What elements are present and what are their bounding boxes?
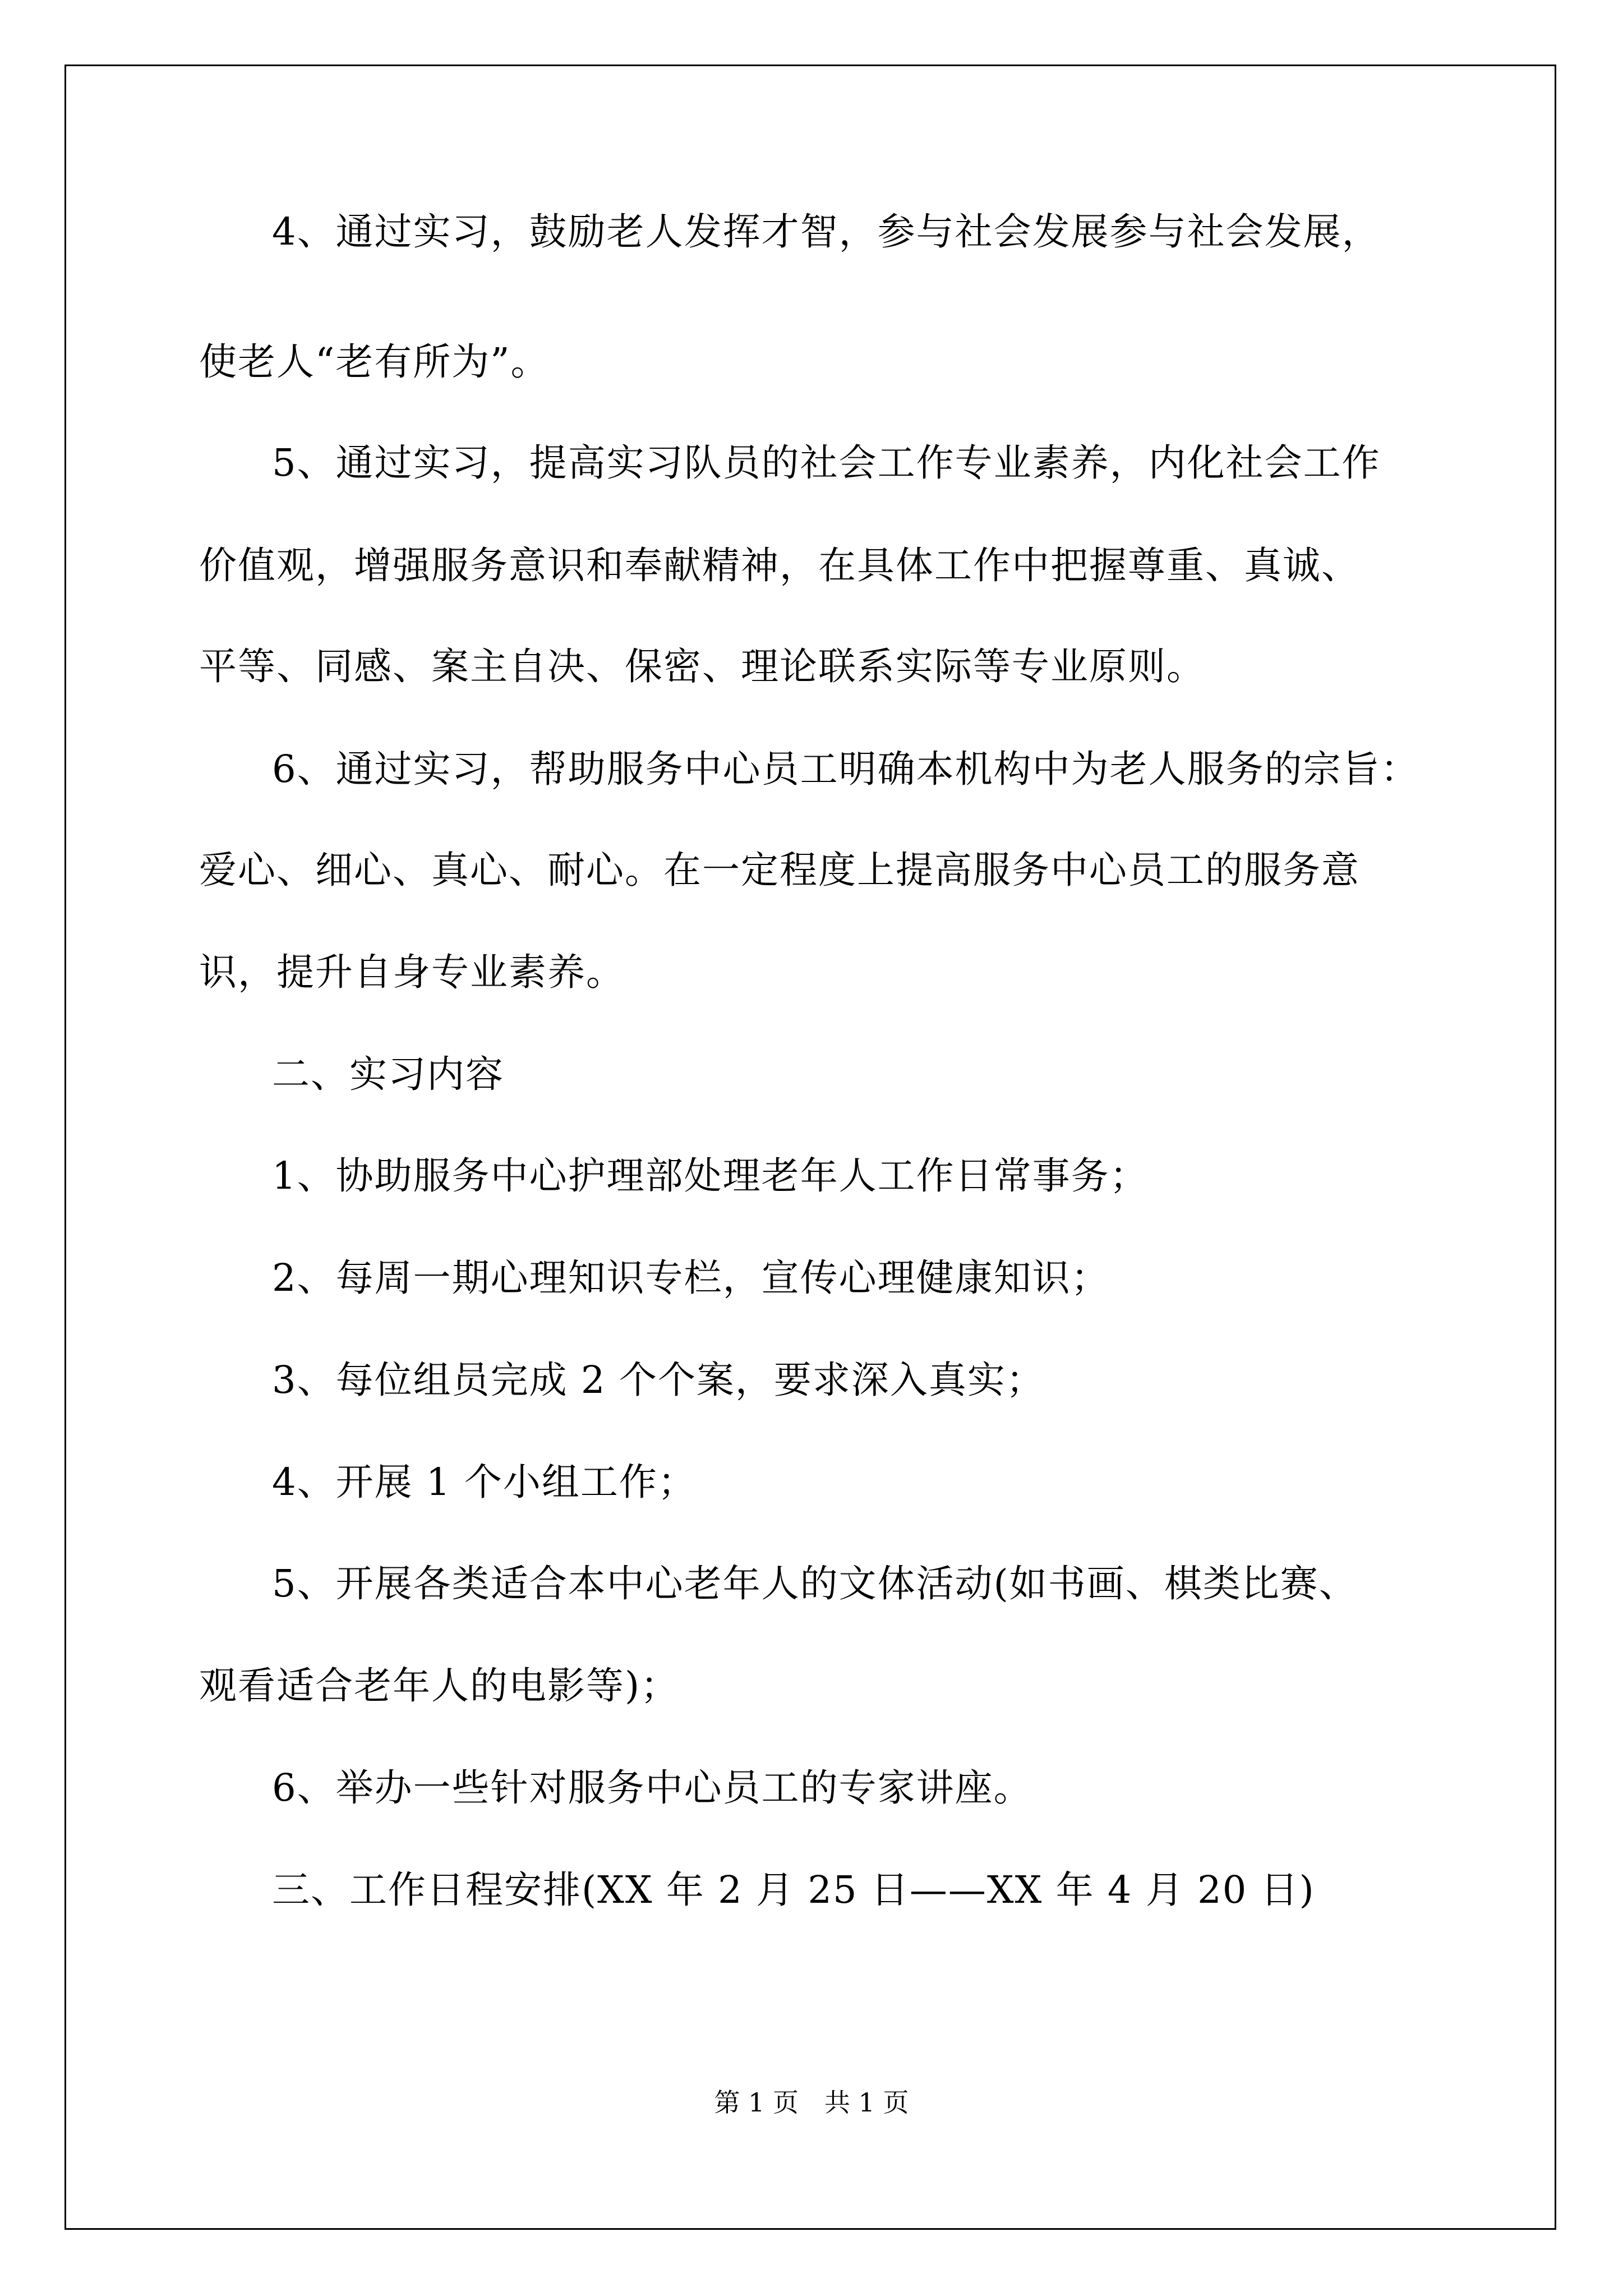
section-heading: 二、实习内容 <box>272 1052 504 1096</box>
paragraph-line: 平等、同感、案主自决、保密、理论联系实际等专业原则。 <box>199 645 1205 688</box>
section-heading: 三、工作日程安排(XX 年 2 月 25 日——XX 年 4 月 20 日) <box>272 1868 1315 1912</box>
list-item: 1、协助服务中心护理部处理老年人工作日常事务； <box>272 1154 1149 1198</box>
list-item: 5、开展各类适合本中心老年人的文体活动(如书画、棋类比赛、 <box>272 1562 1358 1605</box>
paragraph-line: 识，提升自身专业素养。 <box>199 950 625 994</box>
list-item: 观看适合老年人的电影等)； <box>199 1664 680 1708</box>
paragraph-line: 5、通过实习，提高实习队员的社会工作专业素养，内化社会工作 <box>272 441 1381 485</box>
list-item: 2、每周一期心理知识专栏，宣传心理健康知识； <box>272 1256 1110 1300</box>
page-number-footer: 第 1 页 共 1 页 <box>714 2087 909 2118</box>
paragraph-line: 4、通过实习，鼓励老人发挥才智，参与社会发展参与社会发展， <box>272 210 1381 254</box>
list-item: 4、开展 1 个小组工作； <box>272 1460 697 1504</box>
list-item: 3、每位组员完成 2 个个案，要求深入真实； <box>272 1358 1045 1402</box>
paragraph-line: 爱心、细心、真心、耐心。在一定程度上提高服务中心员工的服务意 <box>199 848 1360 892</box>
paragraph-line: 价值观，增强服务意识和奉献精神，在具体工作中把握尊重、真诚、 <box>199 544 1360 587</box>
list-item: 6、举办一些针对服务中心员工的专家讲座。 <box>272 1766 1032 1810</box>
paragraph-line: 使老人“老有所为”。 <box>199 340 550 384</box>
paragraph-line: 6、通过实习，帮助服务中心员工明确本机构中为老人服务的宗旨： <box>272 747 1419 791</box>
